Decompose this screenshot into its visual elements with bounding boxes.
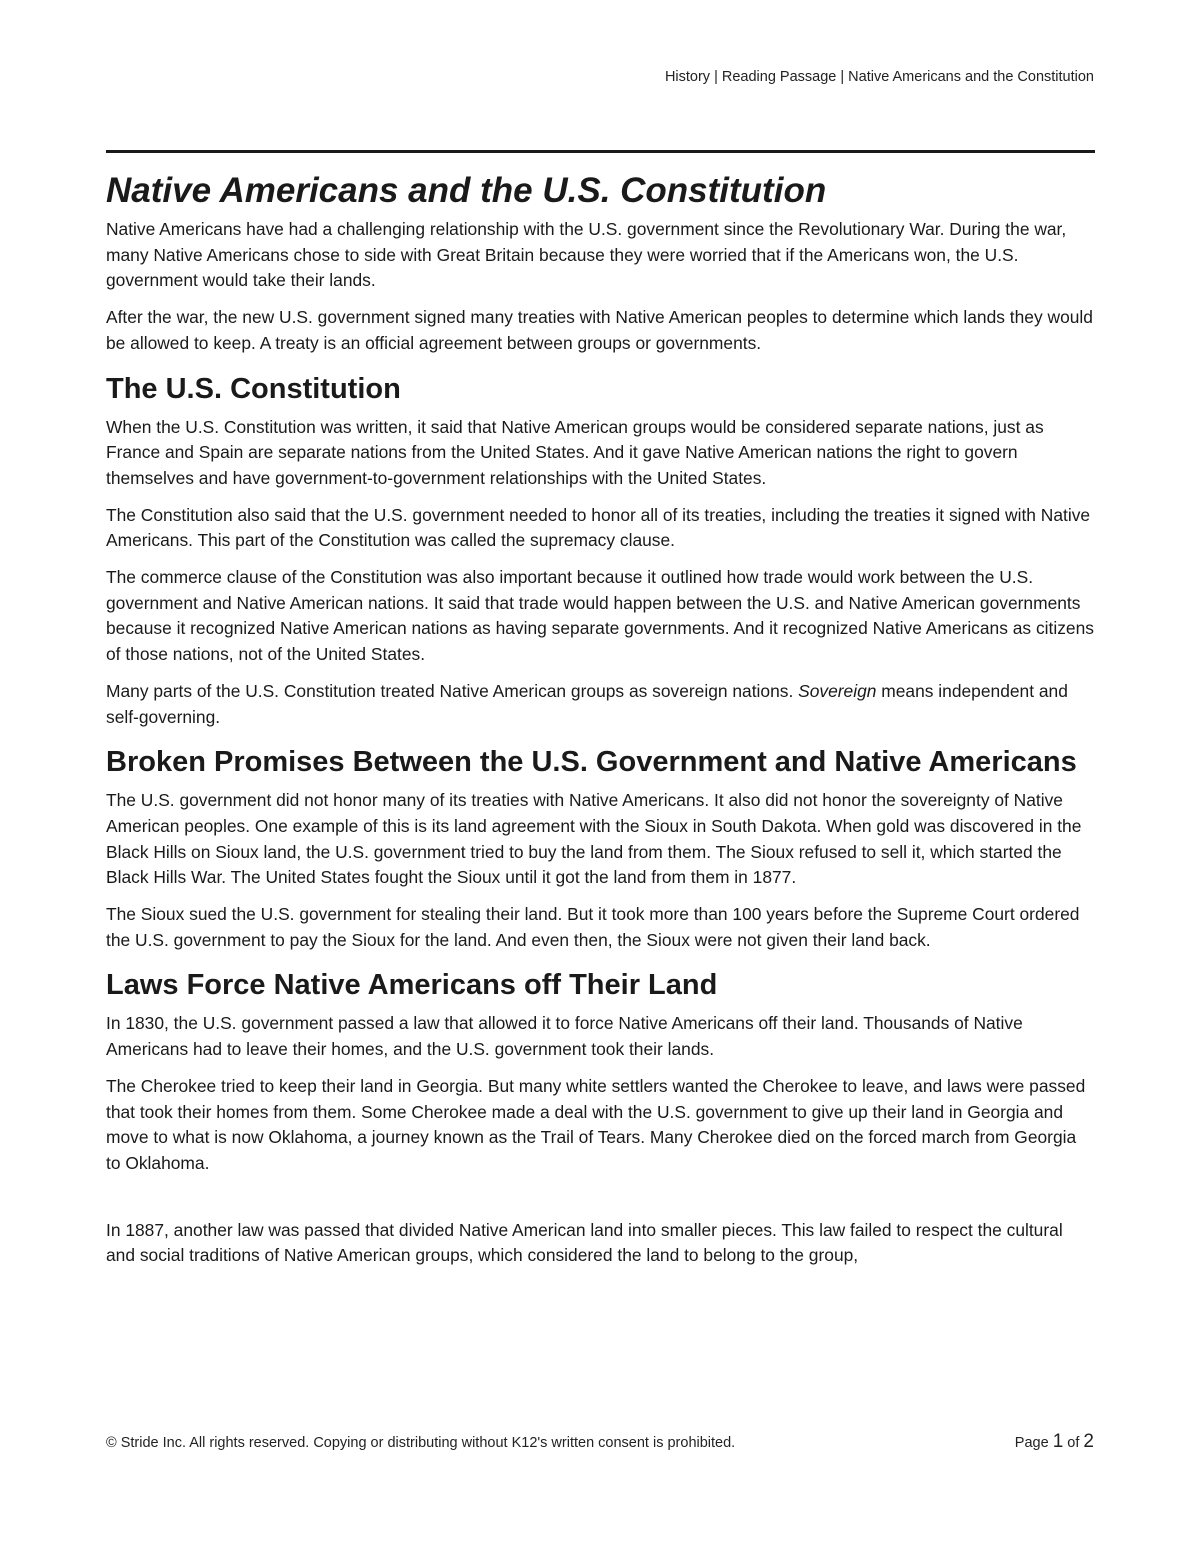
laws-paragraph-3: In 1887, another law was passed that divided Native American land into smaller pieces. This law failed to respect the cultural and social traditions of Native American groups, which considered the land to belong to the group, [106, 1219, 1063, 1266]
page-total: 2 [1083, 1431, 1094, 1452]
footer-page-number [1015, 1431, 1094, 1453]
section-heading-broken-promises: Broken Promises Between the U.S. Government and Native Americans [106, 746, 1077, 779]
constitution-paragraph-3: The commerce clause of the Constitution was also important because it outlined how trade would work between the U.S. government and Native American nations. It said that trade would happen between the U.S. and Native American governments because it recognized Native American nations as having separate governments. And it recognized Native Americans as citizens of those nations, not of the United States. [106, 567, 1094, 665]
laws-paragraph-2: The Cherokee tried to keep their land in Georgia. But many white settlers wanted the Cherokee to leave, and laws were passed that took their homes from them. Some Cherokee made a deal with the U.S. government to give up their land in Georgia and move to what is now Oklahoma, a journey known as the Trail of Tears. Many Cherokee died on the forced march from Georgia to Oklahoma. [106, 1075, 1086, 1173]
page-label: Page [1014, 1435, 1049, 1451]
page-of-label: of [1067, 1435, 1080, 1451]
sovereign-text-before: Many parts of the U.S. Constitution treated Native American groups as sovereign nations. [106, 680, 799, 701]
constitution-paragraph-4 [106, 679, 1095, 730]
document-body [106, 169, 1095, 1280]
sovereign-text-after: means independent and self-governing. [106, 680, 1068, 727]
page-current: 1 [1052, 1431, 1064, 1452]
paragraph-spacer [106, 1188, 1095, 1218]
constitution-paragraph-2: The Constitution also said that the U.S. government needed to honor all of its treaties, including the treaties it signed with Native Americans. This part of the Constitution was called the supremacy clause. [106, 504, 1091, 551]
sovereign-term: Sovereign [798, 680, 877, 701]
intro-paragraph-1: Native Americans have had a challenging relationship with the U.S. government since the Revolutionary War. During the war, many Native Americans chose to side with Great Britain because they were worried that if the Americans won, the U.S. government would take their lands. [106, 219, 1067, 291]
intro-paragraph-2: After the war, the new U.S. government signed many treaties with Native American peoples to determine which lands they would be allowed to keep. A treaty is an official agreement between groups or governments. [106, 307, 1093, 353]
page-header-breadcrumb: History | Reading Passage | Native Americans and the Constitution [664, 69, 1094, 85]
broken-promises-paragraph-1: The U.S. government did not honor many of its treaties with Native Americans. It also did not honor the sovereignty of Native American peoples. One example of this is its land agreement with the Sioux in South Dakota. When gold was discovered in the Black Hills on Sioux land, the U.S. government tried to buy the land from them. The Sioux refused to sell it, which started the Black Hills War. The United States fought the Sioux until it got the land from them in 1877. [106, 790, 1082, 888]
laws-paragraph-1: In 1830, the U.S. government passed a law that allowed it to force Native Americans off their land. Thousands of Native Americans had to leave their homes, and the U.S. government took their lands. [106, 1013, 1023, 1060]
constitution-paragraph-1: When the U.S. Constitution was written, it said that Native American groups would be considered separate nations, just as France and Spain are separate nations from the United States. And it gave Native American nations the right to govern themselves and have government-to-government relationships with the United States. [106, 416, 1044, 488]
footer-copyright: © Stride Inc. All rights reserved. Copying or distributing without K12's written consent is prohibited. [106, 1435, 736, 1451]
broken-promises-paragraph-2: The Sioux sued the U.S. government for stealing their land. But it took more than 100 years before the Supreme Court ordered the U.S. government to pay the Sioux for the land. And even then, the Sioux were not given their land back. [106, 904, 1080, 950]
document-title: Native Americans and the U.S. Constitution [106, 171, 827, 210]
section-heading-constitution: The U.S. Constitution [106, 372, 401, 405]
section-heading-laws: Laws Force Native Americans off Their Land [106, 969, 718, 1002]
header-divider [106, 150, 1095, 153]
